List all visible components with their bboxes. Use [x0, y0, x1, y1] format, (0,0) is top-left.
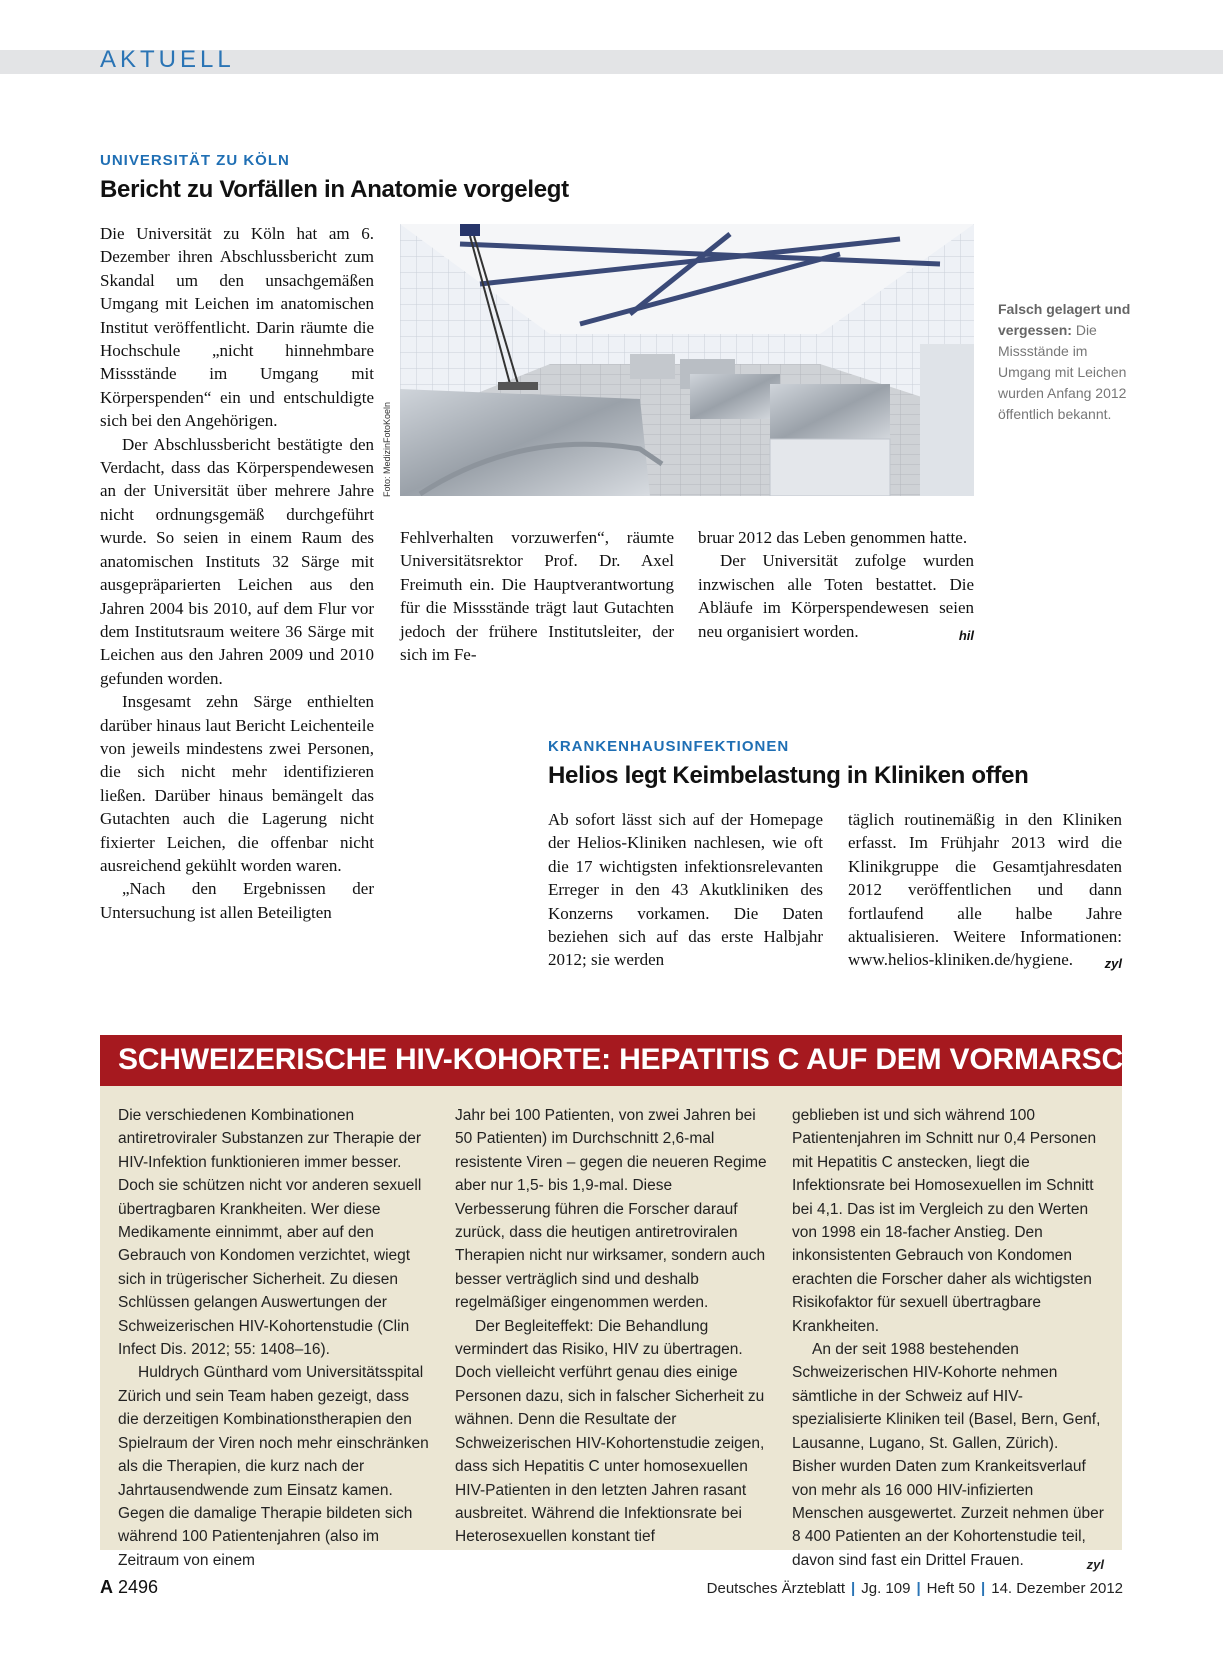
- page-number-value: 2496: [118, 1577, 159, 1597]
- journal-info: Deutsches Ärzteblatt | Jg. 109 | Heft 50 | 14. Dezember 2012: [706, 1580, 1123, 1597]
- article1-paragraph: Der Abschlussbericht bestätigte den Verdacht, dass das Körperspendewesen an der Universität über mehrere Jahre nicht ordnungsgemäß durchgeführt wurde. So seien in einem Raum des anatomischen Instituts 32 Särge mit ausgepräparierten Leichen aus den Jahren 2004 bis 2010, auf dem Flur vor dem Institutsraum weitere 36 Särge mit Leichen aus den Jahren 2009 und 2010 gefunden worden.: [100, 434, 374, 688]
- article1-paragraph-text: Der Universität zufolge wurden inzwischen alle Toten bestattet. Die Abläufe im Körperspendewesen seien neu organisiert worden.: [698, 551, 974, 641]
- photo-caption-text: Die Missstände im Umgang mit Leichen wurden Anfang 2012 öffentlich bekannt.: [998, 322, 1127, 422]
- article1-paragraph: „Nach den Ergebnissen der Untersuchung ist allen Beteiligten: [100, 879, 374, 922]
- info-box-paragraph: Huldrych Günthard vom Universitätsspital Zürich und sein Team haben gezeigt, dass die derzeitigen Kombinationstherapien den Spielraum der Viren noch mehr einschränken als die Therapien, die kurz nach der Jahrtausendwende zum Einsatz kamen. Gegen die damalige Therapie bildeten sich während 100 Patientenjahren (also im Zeitraum von einem: [118, 1364, 429, 1569]
- article1-kicker: UNIVERSITÄT ZU KÖLN: [100, 152, 290, 169]
- article1-paragraph: [698, 549, 974, 643]
- article1-column-3: [698, 526, 974, 647]
- article2-signature: zyl: [1104, 956, 1122, 972]
- article1-paragraph: Fehlverhalten vorzuwerfen“, räumte Universitätsrektor Prof. Dr. Axel Freimuth ein. Die Hauptverantwortung für die Missstände trägt laut Gutachten jedoch der frühere Institutsleiter, der sich im Fe-: [400, 528, 674, 665]
- info-box-column-3: [792, 1104, 1104, 1576]
- article2-column-2: [848, 808, 1122, 976]
- info-box-paragraph: geblieben ist und sich während 100 Patientenjahren im Schnitt nur 0,4 Personen mit Hepatitis C anstecken, liegt die Infektionsrate bei Homosexuellen im Schnitt bei 4,1. Das ist im Vergleich zu den Werten von 1998 ein 18-facher Anstieg. Den inkonsistenten Gebrauch von Kondomen erachten die Forscher daher als wichtigsten Risikofaktor für sexuell übertragbare Krankheiten.: [792, 1107, 1097, 1335]
- journal-date: 14. Dezember 2012: [991, 1580, 1123, 1597]
- article1-signature: hil: [958, 627, 974, 643]
- info-box-column-2: [455, 1104, 767, 1549]
- article1-column-1: [100, 222, 374, 924]
- article2-paragraph: Ab sofort lässt sich auf der Homepage der Helios-Kliniken nachlesen, wie oft die 17 wichtigsten infektionsrelevanten Erreger in den 43 Akutkliniken des Konzerns vorkamen. Die Daten beziehen sich auf das erste Halbjahr 2012; sie werden: [548, 810, 823, 970]
- article1-headline: Bericht zu Vorfällen in Anatomie vorgelegt: [100, 176, 569, 203]
- info-box-paragraph: Jahr bei 100 Patienten, von zwei Jahren bei 50 Patienten) im Durchschnitt 2,6-mal resistente Viren – gegen die neueren Regime aber nur 1,5- bis 1,9-mal. Diese Verbesserung führen die Forscher darauf zurück, dass die heutigen antiretroviralen Therapien nicht nur wirksamer, sondern auch besser verträglich sind und deshalb regelmäßiger eingenommen werden.: [455, 1107, 767, 1312]
- article2-paragraph: [848, 808, 1122, 972]
- page-letter: A: [100, 1577, 113, 1597]
- article2-headline: Helios legt Keimbelastung in Kliniken offen: [548, 762, 1029, 789]
- info-box-paragraph-text: An der seit 1988 bestehenden Schweizerischen HIV-Kohorte nehmen sämtliche in der Schweiz auf HIV-spezialisierte Kliniken teil (Basel, Bern, Genf, Lausanne, Lugano, St. Gallen, Zürich). Bisher wurden Daten zum Krankeitsverlauf von mehr als 16 000 HIV-infizierten Menschen ausgewertet. Zurzeit nehmen über 8 400 Patienten an der Kohortenstudie teil, davon sind fast ein Drittel Frauen.: [792, 1341, 1104, 1569]
- photo-caption: [998, 299, 1138, 425]
- anatomy-room-photo: [400, 224, 974, 496]
- journal-volume: Jg. 109: [861, 1580, 911, 1597]
- info-box-column-1: [118, 1104, 430, 1572]
- article2-kicker: KRANKENHAUSINFEKTIONEN: [548, 738, 790, 755]
- photo-caption-title: Falsch gelagert und vergessen:: [998, 301, 1131, 338]
- article1-column-2: [400, 526, 674, 666]
- info-box-paragraph: Der Begleiteffekt: Die Behandlung vermindert das Risiko, HIV zu übertragen. Doch vielleicht verführt genau dies einige Personen dazu, sich in falscher Sicherheit zu wähnen. Denn die Resultate der Schweizerischen HIV-Kohortenstudie zeigen, dass sich Hepatitis C unter homosexuellen HIV-Patienten in den letzten Jahren rasant ausbreitet. Während die Infektionsrate bei Heterosexuellen konstant tief: [455, 1317, 765, 1546]
- article1-paragraph: bruar 2012 das Leben genommen hatte.: [698, 528, 968, 547]
- page-number: [100, 1577, 158, 1598]
- info-box-paragraph: Die verschiedenen Kombinationen antiretroviraler Substanzen zur Therapie der HIV-Infektion funktionieren immer besser. Doch sie schützen nicht vor anderen sexuell übertragbaren Krankheiten. Wer diese Medikamente einnimmt, aber auf den Gebrauch von Kondomen verzichtet, wiegt sich in trügerischer Sicherheit. Zu diesen Schlüssen gelangen Auswertungen der Schweizerischen HIV-Kohortenstudie (Clin Infect Dis. 2012; 55: 1408–16).: [118, 1107, 422, 1359]
- section-label: AKTUELL: [100, 46, 235, 73]
- article2-paragraph-text: täglich routinemäßig in den Kliniken erfasst. Im Frühjahr 2013 wird die Klinikgruppe die Gesamtjahresdaten 2012 veröffentlichen und dann fortlaufend alle halbe Jahre aktualisieren. Weitere Informationen: www.helios-kliniken.de/hygiene.: [848, 810, 1122, 970]
- photo-credit: Foto: MedizinFotoKoeln: [382, 401, 392, 497]
- info-box-signature: zyl: [1086, 1556, 1104, 1572]
- journal-issue: Heft 50: [926, 1580, 976, 1597]
- info-box-title: SCHWEIZERISCHE HIV-KOHORTE: HEPATITIS C AUF DEM VORMARSCH: [118, 1043, 1145, 1076]
- journal-name: Deutsches Ärzteblatt: [706, 1580, 846, 1597]
- info-box-paragraph: [792, 1338, 1104, 1572]
- article2-column-1: [548, 808, 823, 972]
- article1-paragraph: Die Universität zu Köln hat am 6. Dezember ihren Abschlussbericht zum Skandal um den unsachgemäßen Umgang mit Leichen im anatomischen Institut veröffentlicht. Darin räumte die Hochschule „nicht hinnehmbare Missstände im Umgang mit Körperspenden“ ein und entschuldigte sich bei den Angehörigen.: [100, 224, 374, 431]
- article1-paragraph: Insgesamt zehn Särge enthielten darüber hinaus laut Bericht Leichenteile von jeweils mindestens zwei Personen, die sich nicht mehr identifizieren ließen. Darüber hinaus bemängelt das Gutachten auch die Lagerung nicht fixierter Leichen, die offenbar nicht ausreichend gekühlt worden waren.: [100, 692, 374, 875]
